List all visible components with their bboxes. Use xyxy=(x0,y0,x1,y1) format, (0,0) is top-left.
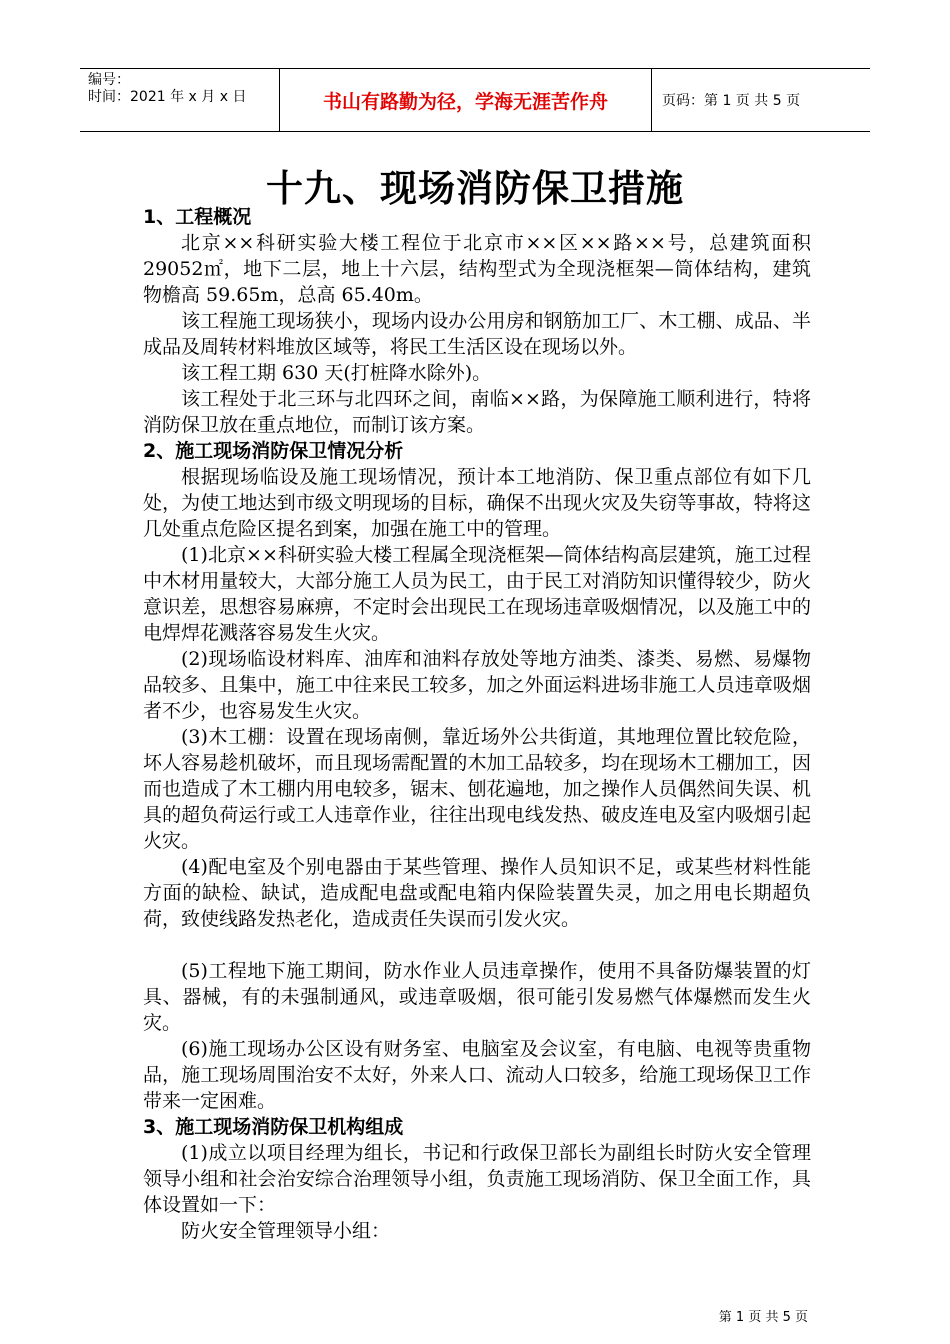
document-header xyxy=(80,68,870,132)
paragraph: (3)木工棚：设置在现场南侧，靠近场外公共街道，其地理位置比较危险，坏人容易趁机破坏，而且现场需配置的木加工品较多，均在现场木工棚加工，因而也造成了木工棚内用电较多，锯末、刨花遍地，加之操作人员偶然间失误、机具的超负荷运行或工人违章作业，往往出现电线发热、破皮连电及室内吸烟引起火灾。 xyxy=(143,726,811,852)
section-heading: 3、施工现场消防保卫机构组成 xyxy=(143,1116,404,1138)
page-title: 十九、现场消防保卫措施 xyxy=(266,167,684,210)
paragraph: 该工程施工现场狭小，现场内设办公用房和钢筋加工厂、木工棚、成品、半成品及周转材料堆放区域等，将民工生活区设在现场以外。 xyxy=(143,310,811,358)
paragraph: (2)现场临设材料库、油库和油料存放处等地方油类、漆类、易燃、易爆物品较多、且集中，施工中往来民工较多，加之外面运料进场非施工人员违章吸烟者不少，也容易发生火灾。 xyxy=(143,648,811,722)
paragraph: 北京××科研实验大楼工程位于北京市××区××路××号，总建筑面积 29052㎡，地下二层，地上十六层，结构型式为全现浇框架—筒体结构，建筑物檐高 59.65m，总高 65.40m。 xyxy=(143,232,811,306)
paragraph: 该工程工期 630 天(打桩降水除外)。 xyxy=(181,362,492,384)
header-meta xyxy=(80,69,280,131)
paragraph: (1)北京××科研实验大楼工程属全现浇框架—筒体结构高层建筑，施工过程中木材用量较大，大部分施工人员为民工，由于民工对消防知识懂得较少，防火意识差，思想容易麻痹，不定时会出现民工在现场违章吸烟情况，以及施工中的电焊焊花溅落容易发生火灾。 xyxy=(143,544,811,644)
paragraph: 该工程处于北三环与北四环之间，南临××路，为保障施工顺利进行，特将消防保卫放在重点地位，而制订该方案。 xyxy=(143,388,811,436)
paragraph: (4)配电室及个别电器由于某些管理、操作人员知识不足，或某些材料性能方面的缺检、缺试，造成配电盘或配电箱内保险装置失灵，加之用电长期超负荷，致使线路发热老化，造成责任失误而引发火灾。 xyxy=(143,856,811,930)
header-motto: 书山有路勤为径，学海无涯苦作舟 xyxy=(280,69,652,131)
document-body xyxy=(143,204,811,1244)
section-heading: 2、施工现场消防保卫情况分析 xyxy=(143,440,404,462)
paragraph: (5)工程地下施工期间，防水作业人员违章操作，使用不具备防爆装置的灯具、器械，有的未强制通风，或违章吸烟，很可能引发易燃气体爆燃而发生火灾。 xyxy=(143,960,811,1034)
time-label: 时间：2021 年 x 月 x 日 xyxy=(88,89,247,105)
paragraph: 防火安全管理领导小组： xyxy=(181,1220,391,1242)
section-heading: 1、工程概况 xyxy=(143,206,252,228)
blank-line xyxy=(143,932,811,958)
paragraph: (6)施工现场办公区设有财务室、电脑室及会议室，有电脑、电视等贵重物品，施工现场周围治安不太好，外来人口、流动人口较多，给施工现场保卫工作带来一定困难。 xyxy=(143,1038,811,1112)
paragraph: 根据现场临设及施工现场情况，预计本工地消防、保卫重点部位有如下几处，为使工地达到市级文明现场的目标，确保不出现火灾及失窃等事故，特将这几处重点危险区提名到案，加强在施工中的管理。 xyxy=(143,466,811,540)
number-label: 编号： xyxy=(88,72,130,88)
paragraph: (1)成立以项目经理为组长，书记和行政保卫部长为副组长时防火安全管理领导小组和社会治安综合治理领导小组，负责施工现场消防、保卫全面工作，具体设置如一下： xyxy=(143,1142,811,1216)
page-footer: 第 1 页 共 5 页 xyxy=(718,1310,808,1325)
header-page-label: 页码：第 1 页 共 5 页 xyxy=(662,93,801,109)
